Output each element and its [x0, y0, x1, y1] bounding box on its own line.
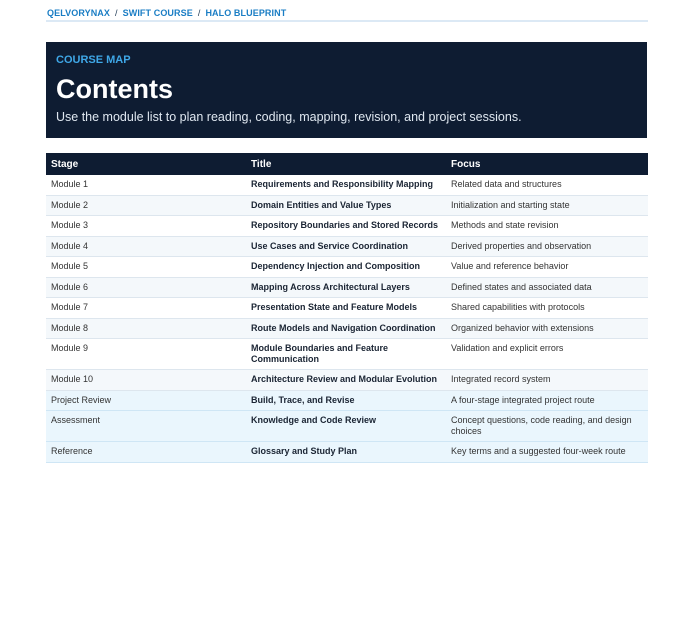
focus-cell: A four-stage integrated project route — [446, 390, 648, 411]
title-cell: Route Models and Navigation Coordination — [246, 318, 446, 339]
table-row — [46, 298, 648, 319]
focus-cell: Methods and state revision — [446, 216, 648, 237]
table-row — [46, 442, 648, 463]
title-cell: Module Boundaries and Feature Communication — [246, 339, 446, 370]
focus-cell: Integrated record system — [446, 370, 648, 391]
stage-cell: Module 6 — [46, 277, 246, 298]
focus-cell: Value and reference behavior — [446, 257, 648, 278]
breadcrumb-separator: / — [197, 8, 201, 18]
breadcrumb-link-qelvorynax[interactable]: QELVORYNAX — [47, 8, 111, 18]
column-header-title: Title — [246, 153, 446, 175]
breadcrumb-separator: / — [115, 8, 118, 18]
title-cell: Build, Trace, and Revise — [246, 390, 446, 411]
stage-cell: Module 10 — [46, 370, 246, 391]
breadcrumb-link-halo-blueprint[interactable]: HALO BLUEPRINT — [205, 8, 287, 18]
stage-cell: Module 9 — [46, 339, 246, 370]
hero-banner — [46, 42, 647, 138]
table-row — [46, 195, 648, 216]
column-header-focus: Focus — [446, 153, 648, 175]
focus-cell: Defined states and associated data — [446, 277, 648, 298]
header-divider — [46, 20, 648, 22]
stage-cell: Module 3 — [46, 216, 246, 237]
stage-cell: Reference — [46, 442, 246, 463]
table-row — [46, 370, 648, 391]
stage-cell: Module 5 — [46, 257, 246, 278]
page-title: Contents — [56, 74, 173, 104]
table-row — [46, 175, 648, 195]
title-cell: Domain Entities and Value Types — [246, 195, 446, 216]
title-cell: Repository Boundaries and Stored Records — [246, 216, 446, 237]
stage-cell: Project Review — [46, 390, 246, 411]
contents-table — [46, 153, 648, 463]
table-row — [46, 277, 648, 298]
stage-cell: Module 4 — [46, 236, 246, 257]
stage-cell: Module 1 — [46, 175, 246, 195]
table-row — [46, 411, 648, 442]
title-cell: Architecture Review and Modular Evolution — [246, 370, 446, 391]
focus-cell: Concept questions, code reading, and design choices — [446, 411, 648, 442]
table-header-row — [46, 153, 648, 175]
stage-cell: Module 8 — [46, 318, 246, 339]
title-cell: Presentation State and Feature Models — [246, 298, 446, 319]
table-row — [46, 339, 648, 370]
table-row — [46, 216, 648, 237]
hero-subtitle: Use the module list to plan reading, coding, mapping, revision, and project sessions. — [56, 110, 522, 124]
stage-cell: Assessment — [46, 411, 246, 442]
focus-cell: Initialization and starting state — [446, 195, 648, 216]
title-cell: Dependency Injection and Composition — [246, 257, 446, 278]
title-cell: Requirements and Responsibility Mapping — [246, 175, 446, 195]
title-cell: Glossary and Study Plan — [246, 442, 446, 463]
stage-cell: Module 7 — [46, 298, 246, 319]
focus-cell: Shared capabilities with protocols — [446, 298, 648, 319]
hero-kicker: COURSE MAP — [56, 54, 131, 66]
table-row — [46, 236, 648, 257]
column-header-stage: Stage — [46, 153, 246, 175]
title-cell: Knowledge and Code Review — [246, 411, 446, 442]
focus-cell: Key terms and a suggested four-week route — [446, 442, 648, 463]
stage-cell: Module 2 — [46, 195, 246, 216]
breadcrumb — [47, 8, 647, 18]
table-row — [46, 390, 648, 411]
focus-cell: Derived properties and observation — [446, 236, 648, 257]
table-row — [46, 318, 648, 339]
breadcrumb-link-swift-course[interactable]: SWIFT COURSE — [122, 8, 193, 18]
focus-cell: Organized behavior with extensions — [446, 318, 648, 339]
title-cell: Mapping Across Architectural Layers — [246, 277, 446, 298]
title-cell: Use Cases and Service Coordination — [246, 236, 446, 257]
table-row — [46, 257, 648, 278]
focus-cell: Validation and explicit errors — [446, 339, 648, 370]
focus-cell: Related data and structures — [446, 175, 648, 195]
